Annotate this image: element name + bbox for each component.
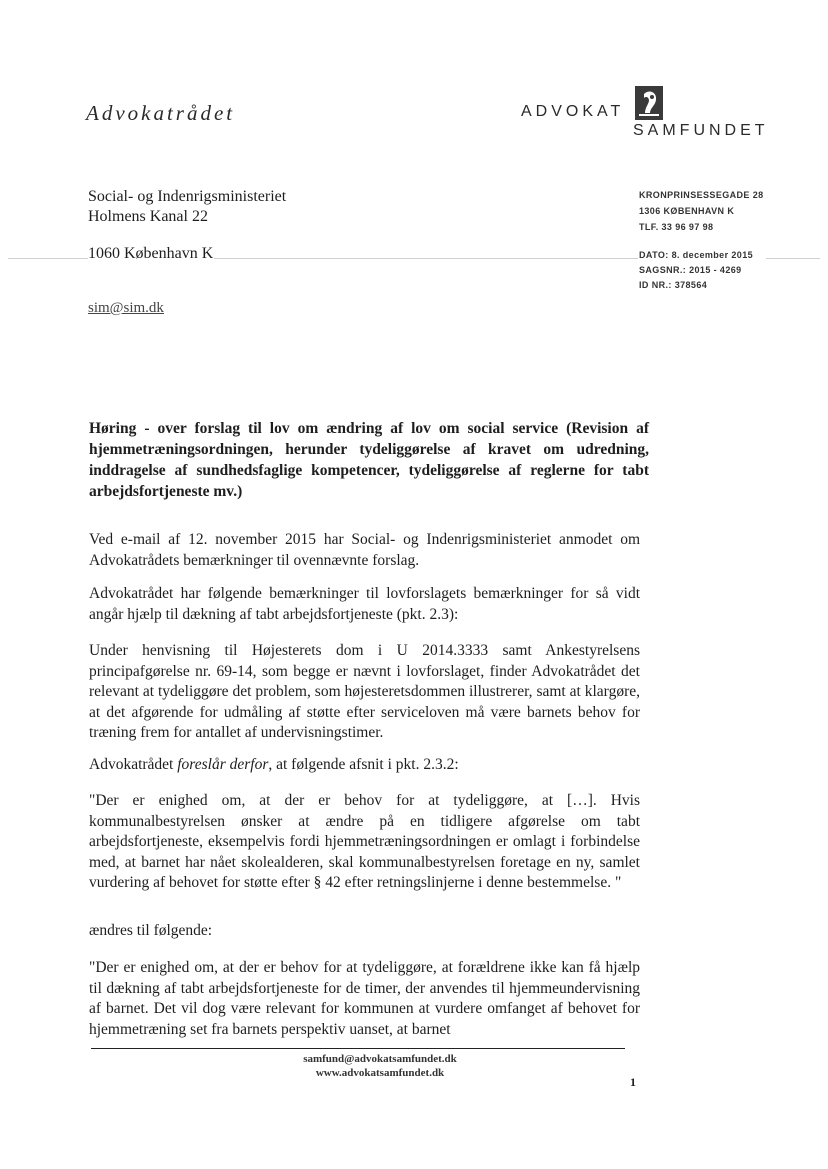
footer-contact xyxy=(250,1052,510,1080)
quoted-paragraph-proposed: "Der er enighed om, at der er behov for at tydeliggøre, at forældrene ikke kan få hjælp til dækning af tabt arbejdsfortjeneste for de timer, der anvendes til hjemmeundervisning af barnet. Det vil dog være relevant for kommunen at vurdere omfanget af behovet for hjemmetræning set fra barnets perspektiv uanset, at barnet xyxy=(89,959,640,1038)
fold-mark-right xyxy=(766,258,820,259)
page-number: 1 xyxy=(630,1075,636,1089)
advokatraadet-brand: Advokatrådet xyxy=(86,101,236,125)
paragraph-4-emphasis: foreslår derfor xyxy=(177,756,269,773)
recipient-email-link[interactable]: sim@sim.dk xyxy=(88,300,164,316)
paragraph-4-end: , at følgende afsnit i pkt. 2.3.2: xyxy=(268,756,459,773)
paragraph-2: Advokatrådet har følgende bemærkninger til lovforslagets bemærkninger for så vidt angår hjælp til dækning af tabt arbejdsfortjeneste (pkt. 2.3): xyxy=(89,585,640,623)
recipient-line1: Social- og Indenrigsministeriet xyxy=(88,188,287,205)
meta-id-number: ID NR.: 378564 xyxy=(639,280,708,290)
footer-email: samfund@advokatsamfundet.dk xyxy=(303,1053,457,1065)
recipient-city: 1060 København K xyxy=(88,245,214,262)
recipient-line2: Holmens Kanal 22 xyxy=(88,208,208,225)
letter-meta xyxy=(639,248,753,293)
fold-mark-middle xyxy=(214,258,638,259)
paragraph-4-start: Advokatrådet xyxy=(89,756,178,773)
sender-phone: TLF. 33 96 97 98 xyxy=(639,222,714,232)
meta-case-number: SAGSNR.: 2015 - 4269 xyxy=(639,265,742,275)
sender-postal: 1306 KØBENHAVN K xyxy=(639,206,735,216)
logo-text-advokat: ADVOKAT xyxy=(521,103,625,120)
quoted-paragraph-original: "Der er enighed om, at der er behov for at tydeliggøre, at […]. Hvis kommunalbestyrelsen ønsker at ændre på en tidligere afgørelse om tabt arbejdsfortjeneste, eksempelvis fordi hjemmetræningsordningen er omlagt i forbindelse med, at barnet har nået skolealderen, skal kommunalbestyrelsen foretage en ny, samlet vurdering af behovet for støtte efter § 42 efter retningslinjerne i denne bestemmelse. " xyxy=(89,792,640,891)
paragraph-1: Ved e-mail af 12. november 2015 har Social- og Indenrigsministeriet anmodet om Advokatrådets bemærkninger til ovennævnte forslag. xyxy=(89,531,640,569)
recipient-address xyxy=(88,187,286,227)
sender-street: KRONPRINSESSEGADE 28 xyxy=(639,190,764,200)
logo-text-samfundet: SAMFUNDET xyxy=(633,122,769,139)
fold-mark-left xyxy=(8,258,88,259)
meta-date: DATO: 8. december 2015 xyxy=(639,250,754,260)
footer-divider xyxy=(91,1048,625,1049)
footer-website: www.advokatsamfundet.dk xyxy=(315,1067,445,1079)
sender-address xyxy=(639,187,764,235)
advokatsamfundet-logo-icon xyxy=(635,86,663,120)
letter-subject: Høring - over forslag til lov om ændring af lov om social service (Revision af hjemmetræningsordningen, herunder tydeliggørelse af kravet om udredning, inddragelse af sundhedsfaglige kompetencer, tydeliggørelse af reglerne for tabt arbejdsfortjeneste mv.) xyxy=(89,420,649,500)
paragraph-4 xyxy=(89,755,640,776)
paragraph-6: ændres til følgende: xyxy=(89,922,213,939)
paragraph-3: Under henvisning til Højesterets dom i U 2014.3333 samt Ankestyrelsens principafgørelse nr. 69-14, som begge er nævnt i lovforslaget, finder Advokatrådet det relevant at tydeliggøre det problem, som højesteretsdommen illustrerer, samt at klargøre, at det afgørende for udmåling af støtte efter serviceloven må være barnets behov for træning frem for antallet af undervisningstimer. xyxy=(89,642,640,741)
